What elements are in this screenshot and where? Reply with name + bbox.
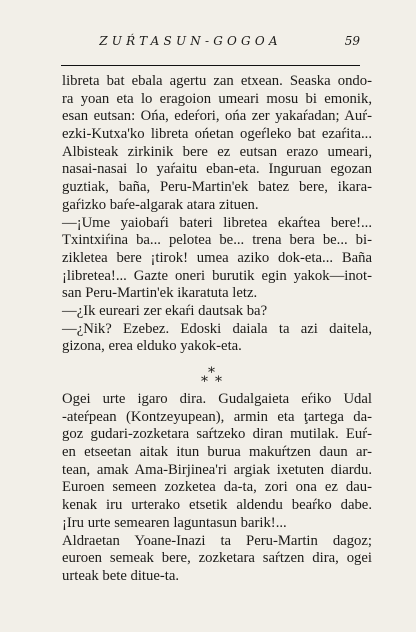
text-line: gizona, erea elduko yakok-eta. — [62, 338, 242, 355]
text-line: en etseetan aitak itun burua makuŕtzen daun ar- — [62, 444, 372, 461]
text-line: —¡Ume yaiobaŕi bateri libretea ekaŕtea bere!... — [62, 214, 372, 231]
page-number: 59 — [344, 34, 360, 48]
text-line: libreta bat ebala agertu zan etxean. Seaska ondo- — [62, 73, 372, 89]
text-line: urteak bete ditue-ta. — [62, 567, 180, 584]
text-line: Txintxiŕina ba... pelotea be... trena bera be... bi- — [62, 232, 372, 249]
text-line: esan eutsan: Ońa, edeŕori, ońa zer yakaŕadan; Auŕ- — [62, 108, 372, 125]
text-line: —¿Ik eureari zer ekaŕi dautsak ba? — [62, 302, 268, 319]
text-line: Aldraetan Yoane-Inazi ta Peru-Martin dagoz; — [62, 532, 372, 549]
text-line: nasai-nasai lo yaŕaitu eban-eta. Inguruan egozan — [62, 161, 372, 178]
text-line: tean, amak Ama-Birjinea'ri argiak ixetuten diardu. — [62, 461, 372, 478]
text-line: kenak iru urterako etsetik aldendu beaŕko dabe. — [62, 497, 372, 514]
text-line: goz gudari-zozketara saŕtzeko diran mutilak. Euŕ- — [62, 426, 372, 443]
text-line: Ogei urte igaro dira. Gudalgaieta eŕiko Udal — [62, 391, 372, 407]
text-line: guztiak, baña, Peru-Martin'ek batez bere, ikara- — [62, 179, 372, 196]
text-line: gaŕizko baŕe-algarak atara zituen. — [62, 196, 259, 213]
header-rule — [61, 65, 360, 66]
section-separator — [62, 356, 372, 391]
text-line: ¡Iru urte semearen laguntasun barik!... — [62, 514, 287, 531]
text-line: ¡libretea!... Gazte oneri burutik egin yakok—inot- — [62, 267, 372, 284]
text-line: —¿Nik? Ezebez. Edoski daiala ta azi daitela, — [62, 320, 372, 337]
text-line: san Peru-Martin'ek ikaratuta letz. — [62, 285, 258, 302]
separator-star-right: * — [215, 374, 222, 390]
separator-star-left: * — [201, 374, 208, 390]
separator-star-top: * — [208, 365, 215, 381]
running-title: ZUŔTASUN-GOGOA — [99, 34, 282, 48]
text-line: Albisteak zirkinik bere ez eutsan erazo umeari, — [62, 143, 372, 160]
text-line: -ateŕpean (Kontzeyupean), armin eta ţartega da- — [62, 408, 372, 425]
text-line: ra yoan eta lo eragoion umeari mosu bi emonik, — [62, 90, 372, 107]
text-line: Euroen semeen zozketea da-ta, zori ona ez dau- — [62, 479, 372, 496]
page-header — [61, 31, 360, 53]
text-line: zikletea bere ¡tirok! umea aziko dok-eta... Baña — [62, 249, 372, 266]
body-text — [62, 73, 372, 586]
text-line: euroen semeak bere, zozketara saŕtzen dira, ogei — [62, 550, 372, 567]
text-line: ezki-Kutxa'ko libreta ońetan ogeŕleko bat ezaŕita... — [62, 126, 372, 143]
